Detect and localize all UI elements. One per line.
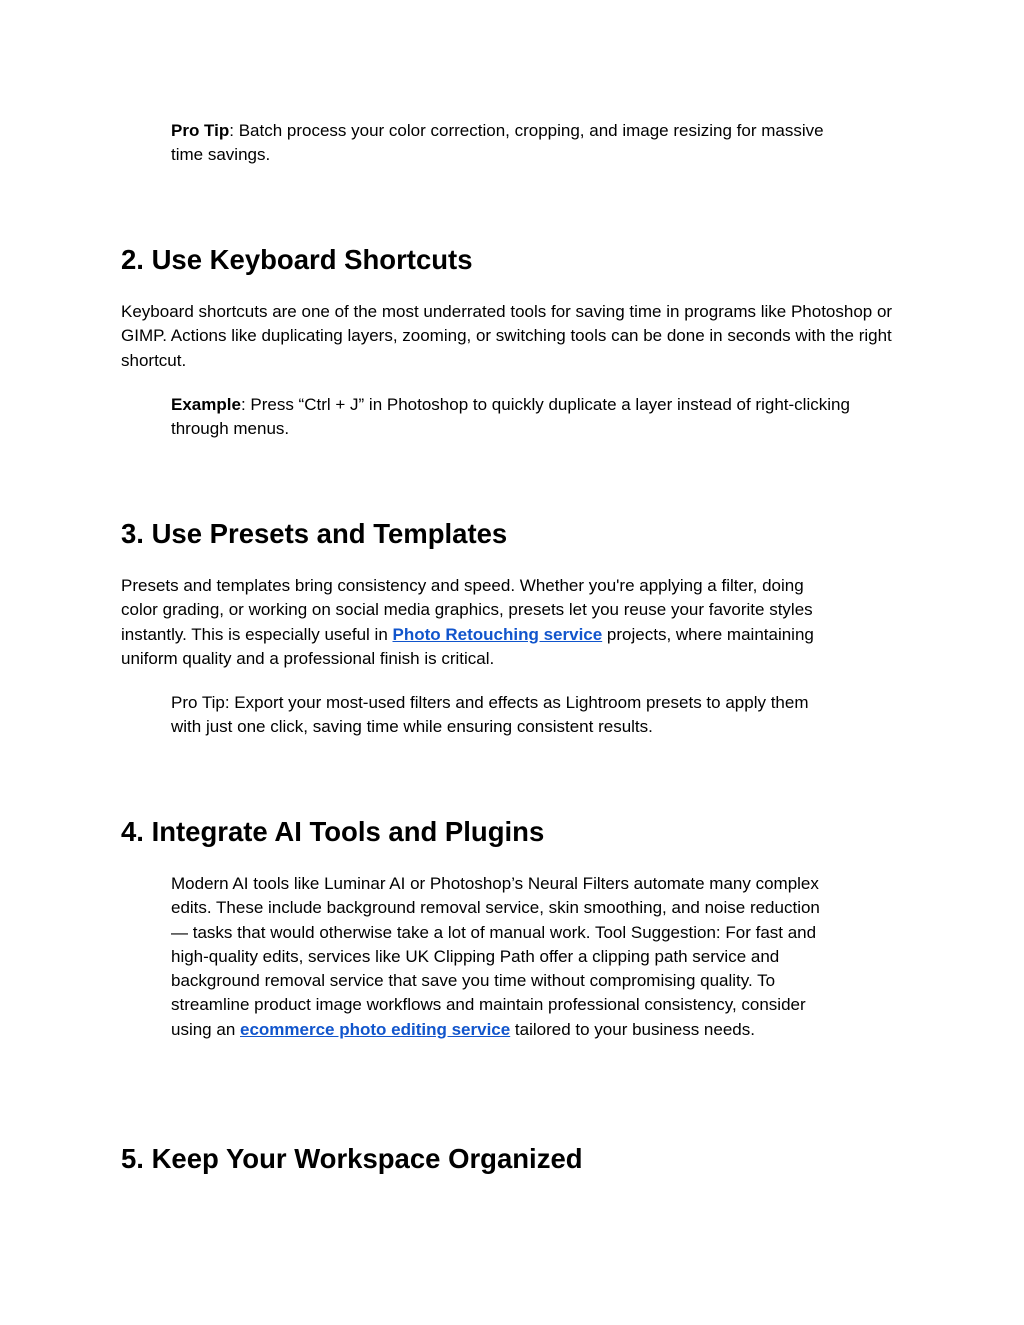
paragraph-text: Keyboard shortcuts are one of the most underrated tools for saving time in programs like Photoshop or GIMP. Actions like duplicating layers, zooming, or switching tools can be done in seconds with the right shortcut. xyxy=(121,302,893,370)
ecommerce-photo-editing-service-link[interactable]: ecommerce photo editing service xyxy=(240,1019,511,1039)
keyboard-shortcuts-paragraph xyxy=(121,300,901,373)
presets-pro-tip-block xyxy=(171,691,831,740)
section-heading-workspace-organized: 5. Keep Your Workspace Organized xyxy=(121,1143,583,1174)
pro-tip-text: : Batch process your color correction, cropping, and image resizing for massive time savings. xyxy=(171,121,824,165)
presets-text-after: projects, where maintaining uniform quality and a professional finish is critical. xyxy=(121,624,814,668)
section-heading-ai-tools: 4. Integrate AI Tools and Plugins xyxy=(121,816,545,847)
presets-paragraph xyxy=(121,574,841,671)
pro-tip-label: Pro Tip xyxy=(171,121,230,140)
ai-tools-paragraph-text xyxy=(171,872,836,1042)
pro-tip-block xyxy=(171,119,851,168)
example-paragraph xyxy=(171,393,851,442)
ai-tools-text-before: Modern AI tools like Luminar AI or Photoshop’s Neural Filters automate many complex edits. These include background removal service, skin smoothing, and noise reduction — tasks that would otherwise take a lot of manual work. Tool Suggestion: For fast and high-quality edits, services like UK Clipping Path offer a clipping path service and background removal service that save you time without compromising quality. To streamline product image workflows and maintain professional consistency, consider using an xyxy=(171,874,820,1039)
example-text: : Press “Ctrl + J” in Photoshop to quickly duplicate a layer instead of right-clicking through menus. xyxy=(171,395,850,439)
section-heading-presets-templates: 3. Use Presets and Templates xyxy=(121,518,508,549)
example-label: Example xyxy=(171,395,241,414)
pro-tip-paragraph xyxy=(171,119,851,168)
section-heading-keyboard-shortcuts: 2. Use Keyboard Shortcuts xyxy=(121,244,473,275)
presets-text-before: Presets and templates bring consistency and speed. Whether you're applying a filter, doing color grading, or working on social media graphics, presets let you reuse your favorite styles instantly. This is especially useful in xyxy=(121,576,813,644)
presets-pro-tip-text: Pro Tip: Export your most-used filters and effects as Lightroom presets to apply them with just one click, saving time while ensuring consistent results. xyxy=(171,693,809,737)
presets-paragraph-text xyxy=(121,574,841,671)
photo-retouching-service-link[interactable]: Photo Retouching service xyxy=(392,624,603,644)
ai-tools-text-after: tailored to your business needs. xyxy=(510,1019,755,1039)
ai-tools-paragraph xyxy=(171,872,836,1042)
example-block xyxy=(171,393,851,442)
